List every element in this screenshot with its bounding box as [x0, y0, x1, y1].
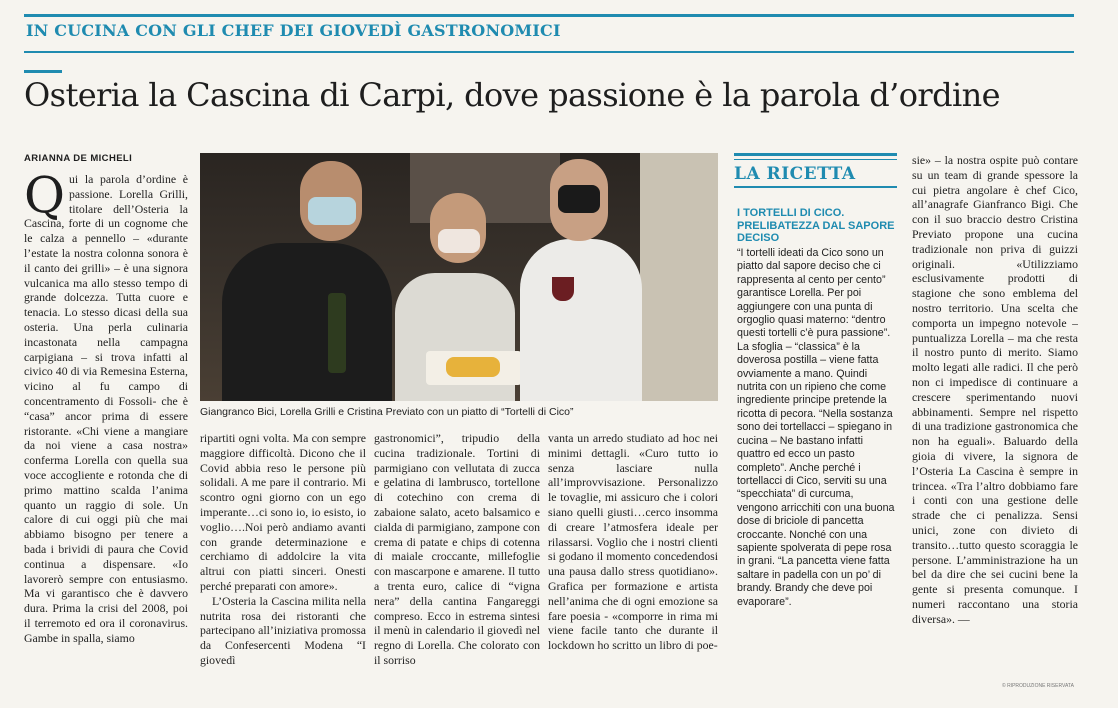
paragraph: L’Osteria la Cascina milita nella nutrita rosa dei ristoranti che partecipano all’iniziativa promossa da Confesercenti Modena “I giovedì: [200, 593, 366, 667]
person-right: [520, 239, 642, 401]
person-chef-left: [222, 243, 392, 401]
recipe-box: [734, 153, 897, 188]
mask-center: [438, 229, 480, 253]
article-column-4: [548, 431, 718, 693]
recipe-top-rule: [734, 153, 897, 156]
mask-left: [308, 197, 356, 225]
paragraph: sie» – la nostra ospite può contare su un team di grande spessore la cui pietra angolare è chef Cico, all’anagrafe Gianfranco Bigi. Che con il suo braccio destro Cristina Previato propone una cucina tradizionale non priva di guizzi originali. «Utilizziamo esclusivamente prodotti di stagione che sono emblema del nostro territorio. Una scelta che comporta un impegno notevole – puntualizza Lorella – ma che resta il nostro punto di merito. Siamo molto legati alle radici. Il che però non ci impedisce di continuare a crescere sperimentando nuovi abbinamenti. Sempre nel rispetto di una tradizione gastronomica che non ha eguali». Baluardo della gioia di vivere, la signora de l’Osteria La Cascina è sempre in trincea. «Tra l’altro dobbiamo fare i conti con una gestione delle strade che ci penalizza. Sensi unici, zone con divieto di transito…tutto questo scoraggia le persone. L’amministrazione ha un bel da dire che sei cucini bene la gente si presenta comunque. I numeri raccontano una storia diversa». —: [912, 153, 1078, 626]
photo-window: [640, 153, 718, 401]
paragraph: ripartiti ogni volta. Ma con sempre maggiore difficoltà. Dicono che il Covid abbia reso le persone più solidali. A me pare il contrario. Mi scontro ogni giorno con un ego imperante…ci sono io, io esisto, io voglio….Noi però andiamo avanti con grande determinazione e cerchiamo di addolcire la vita altrui con piatti sinceri. Onesti perché preparati con amore».: [200, 431, 366, 593]
recipe-title: LA RICETTA: [734, 164, 856, 184]
photo-caption: Giangranco Bici, Lorella Grilli e Cristina Previato con un piatto di “Tortelli di Cico”: [200, 406, 574, 418]
article-column-5: [912, 153, 1078, 683]
tortelli: [446, 357, 500, 377]
recipe-body: “I tortelli ideati da Cico sono un piatto dal sapore deciso che ci rappresenta al cento per cento” garantisce Lorella. Per poi aggiungere con una punta di orgoglio quasi materno: “dentro questi tortelli c’è pura passione”. La sfoglia – “classica” è la doverosa postilla – viene fatta ovviamente a mano. Quindi nutrita con un ripieno che come ingrediente principe pretende la ricotta di pecora. “Nella sostanza sono dei tortellacci – spiegano in cucina – Ne bastano infatti quattro ed ecco un pasto completo”. Anche perché i tortellacci di Cico, serviti su una “specchiata” di curcuma, vengono arricchiti con una buona dose di briciole di pancetta croccante. Nonché con una sapiente spolverata di pepe rosa in grani. “La pancetta viene fatta saltare in padella con un po’ di brandy. Brandy che deve poi evaporare”.: [737, 247, 895, 608]
headline: Osteria la Cascina di Carpi, dove passione è la parola d’ordine: [24, 76, 1000, 114]
bottle: [328, 293, 346, 373]
article-column-1: [24, 172, 188, 692]
article-column-3: [374, 431, 540, 693]
paragraph: vanta un arredo studiato ad hoc nei minimi dettagli. «Curo tutto io senza lasciare nulla all’improvvisazione. Personalizzo le tovaglie, mi assicuro che i colori siano quelli giusti…cerco insomma di creare l’atmosfera ideale per rilassarsi. Voglio che i nostri clienti si godano il momento concedendosi una pausa dallo stress quotidiano». Grafica per formazione e artista nell’anima che di ogni emozione sa fare poesia - «comporre in rima mi viene facile tanto che durante il lockdown ho scritto un libro di poe-: [548, 431, 718, 653]
recipe-subtitle: I TORTELLI DI CICO. PRELIBATEZZA DAL SAPORE DECISO: [737, 207, 895, 245]
column-text: ui la parola d’ordine è passione. Lorella Grilli, titolare dell’Osteria la Cascina, forte di un cognome che le calza a pennello – «durante l’estate la nostra colonna sonora è il canto dei grilli» – è una signora vulcanica ma allo stesso tempo di grande dolcezza. Tutta cuore e tenacia. Lo stesso dicasi della sua osteria. Una perla culinaria incastonata nella campagna carpigiana – si trova infatti al civico 40 di via Remesina Esterna, vicino al fu campo di concentramento di Fossoli- che è “casa” ancor prima di essere ristorante. «Chi viene a mangiare da noi viene a casa nostra» conferma Lorella con quella sua voce accogliente e rotonda che di primo mattino scalda l’anima quanto un raggio di sole. Un calore di cui oggi più che mai abbiamo bisogno per tenere a bada i brividi di paura che Covid continua a dispensare. «Io lavorerò sempre con entusiasmo. Ma vi garantisco che è davvero dura. Prima la crisi del 2008, poi il terremoto ed ora il coronavirus. Gambe in spalla, siamo: [24, 172, 188, 645]
byline: ARIANNA DE MICHELI: [24, 153, 133, 164]
drop-cap: Q: [24, 172, 65, 224]
headline-accent-bar: [24, 70, 62, 73]
copyright-note: © RIPRODUZIONE RISERVATA: [1002, 683, 1074, 689]
kicker-rule: [24, 51, 1074, 53]
article-column-2: [200, 431, 366, 693]
article-photo: [200, 153, 718, 401]
wine-glass: [552, 277, 574, 301]
mask-right: [558, 185, 600, 213]
recipe-title-rule: [734, 186, 897, 188]
paragraph: gastronomici”, tripudio della cucina tradizionale. Tortini di parmigiano con vellutata di zucca e gelatina di lambrusco, tortellone di cotechino con crema di zabaione salato, aceto balsamico e cialda di parmigiano, zampone con crema di patate e chips di cotenna di maiale croccante, millefoglie con mascarpone e amarene. Il tutto a trenta euro, calice di “vigna nera” della cantina Fangareggi compreso. Ecco in estrema sintesi il menù in calendario il giovedì nel regno di Lorella. Che colorato con il sorriso: [374, 431, 540, 667]
top-rule: [24, 14, 1074, 17]
section-kicker: IN CUCINA CON GLI CHEF DEI GIOVEDÌ GASTRONOMICI: [26, 21, 561, 40]
